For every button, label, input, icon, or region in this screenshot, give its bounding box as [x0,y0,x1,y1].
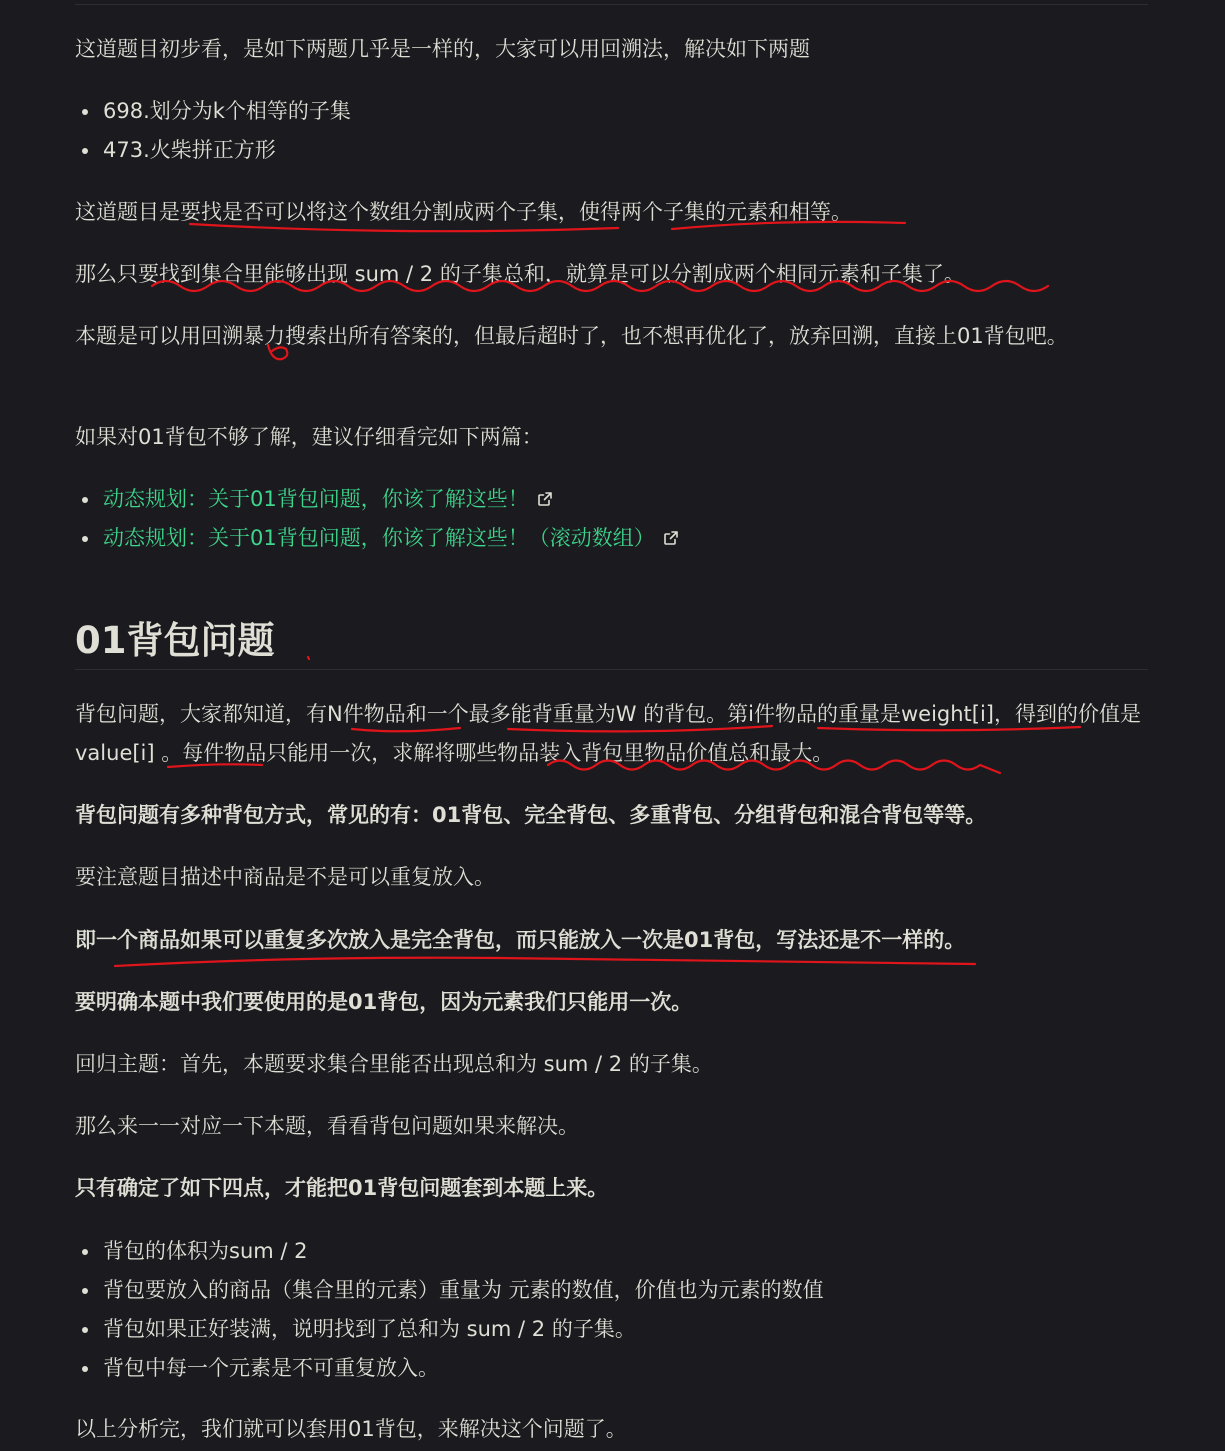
section-paragraph-9: 以上分析完，我们就可以套用01背包，来解决这个问题了。 [75,1417,627,1441]
external-link-icon [537,491,553,507]
list-item: 背包的体积为sum / 2 [75,1232,824,1271]
intro-paragraph-1: 这道题目初步看，是如下两题几乎是一样的，大家可以用回溯法，解决如下两题 [75,37,810,61]
section-paragraph-3: 要注意题目描述中商品是不是可以重复放入。 [75,865,495,889]
list-item [75,519,679,558]
list-item: 背包要放入的商品（集合里的元素）重量为 元素的数值，价值也为元素的数值 [75,1271,824,1310]
related-problems-list [75,92,351,170]
top-divider [75,4,1148,5]
section-heading: 01背包问题 [75,619,275,662]
knapsack-points-list [75,1232,824,1388]
section-paragraph-5: 要明确本题中我们要使用的是01背包，因为元素我们只能用一次。 [75,990,693,1014]
list-item: 背包如果正好装满，说明找到了总和为 sum / 2 的子集。 [75,1310,824,1349]
intro-paragraph-3: 那么只要找到集合里能够出现 sum / 2 的子集总和，就算是可以分割成两个相同元素和子集了。 [75,262,965,286]
list-item: 698.划分为k个相等的子集 [75,92,351,131]
section-paragraph-8: 只有确定了如下四点，才能把01背包问题套到本题上来。 [75,1176,609,1200]
reference-links-list [75,480,679,558]
section-paragraph-7: 那么来一一对应一下本题，看看背包问题如果来解决。 [75,1114,579,1138]
section-paragraph-1: 背包问题，大家都知道，有N件物品和一个最多能背重量为W 的背包。第i件物品的重量是weight[i]，得到的价值是value[i] 。每件物品只能用一次，求解将哪些物品装入背包里物品价值总和最大。 [75,702,1142,765]
dot-mark [308,657,309,659]
intro-paragraph-5: 如果对01背包不够了解，建议仔细看完如下两篇： [75,425,543,449]
link-01-knapsack[interactable]: 动态规划：关于01背包问题，你该了解这些！ [103,487,529,511]
section-paragraph-2: 背包问题有多种背包方式，常见的有：01背包、完全背包、多重背包、分组背包和混合背包等等。 [75,803,987,827]
intro-paragraph-4: 本题是可以用回溯暴力搜索出所有答案的，但最后超时了，也不想再优化了，放弃回溯，直接上01背包吧。 [75,324,1068,348]
section-paragraph-4: 即一个商品如果可以重复多次放入是完全背包，而只能放入一次是01背包，写法还是不一样的。 [75,928,966,952]
list-item: 背包中每一个元素是不可重复放入。 [75,1349,824,1388]
list-item: 473.火柴拼正方形 [75,131,351,170]
intro-paragraph-2: 这道题目是要找是否可以将这个数组分割成两个子集，使得两个子集的元素和相等。 [75,200,852,224]
section-paragraph-6: 回归主题：首先，本题要求集合里能否出现总和为 sum / 2 的子集。 [75,1052,713,1076]
heading-divider [75,669,1148,670]
external-link-icon [663,530,679,546]
list-item [75,480,679,519]
link-01-knapsack-rolling-array[interactable]: 动态规划：关于01背包问题，你该了解这些！（滚动数组） [103,526,655,550]
